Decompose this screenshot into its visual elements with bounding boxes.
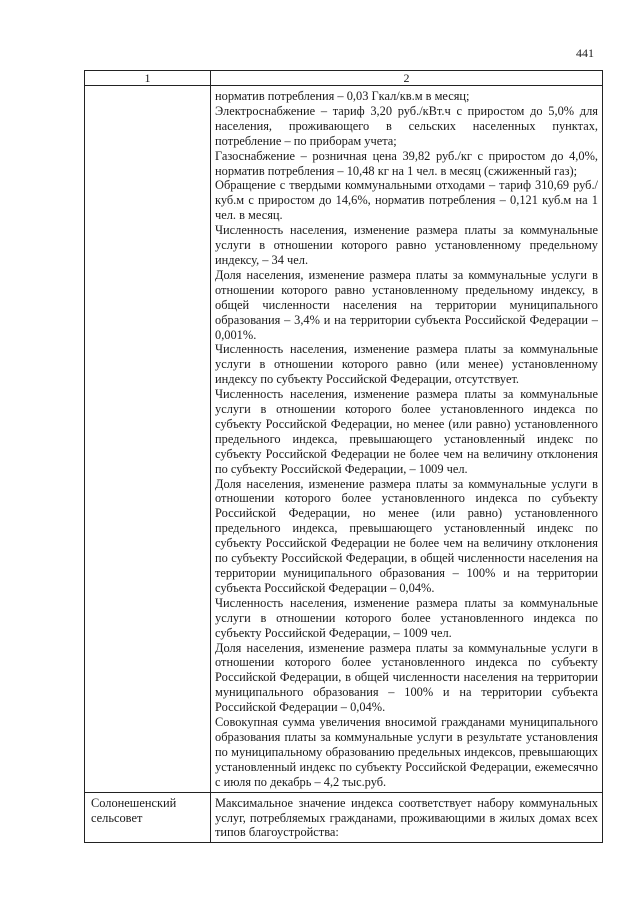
document-table [84, 70, 603, 843]
table-row [85, 86, 603, 793]
row1-left-cell [85, 86, 211, 793]
paragraph: Газоснабжение – розничная цена 39,82 руб./кг с приростом до 4,0%, норматив потребления – 10,48 кг на 1 чел. в месяц (сжиженный газ); [215, 148, 598, 178]
paragraph: Доля населения, изменение размера платы за коммунальные услуги в отношении которого более установленного индекса по субъекту Российской Федерации, но менее (или равно) установленного предельного индекса, превышающего установленный индекс по субъекту Российской Федерации не более чем на величину отклонения по субъекту Российской Федерации, в общей численности населения на территории муниципального образования – 100% и на территории субъекта Российской Федерации – 0,04%. [215, 476, 598, 595]
paragraph: Электроснабжение – тариф 3,20 руб./кВт.ч с приростом до 5,0% для населения, проживающего в сельских населенных пунктах, потребление – по приборам учета; [215, 103, 598, 148]
paragraph: Численность населения, изменение размера платы за коммунальные услуги в отношении которого более установленного индекса по субъекту Российской Федерации, но менее (или равно) установленного предельного индекса, превышающего установленный индекс по субъекту Российской Федерации не более чем на величину отклонения по субъекту Российской Федерации, – 1009 чел. [215, 387, 598, 476]
paragraph: Обращение с твердыми коммунальными отходами – тариф 310,69 руб./куб.м с приростом до 14,6%, норматив потребления – 0,121 куб.м на 1 чел. в месяц. [215, 178, 598, 223]
row2-content-cell [211, 792, 603, 843]
paragraph: Максимальное значение индекса соответствует набору коммунальных услуг, потребляемых гражданами, проживающими в жилых домах всех типов благоустройства: [215, 795, 598, 840]
paragraph: Численность населения, изменение размера платы за коммунальные услуги в отношении которого равно (или менее) установленному индексу по субъекту Российской Федерации, отсутствует. [215, 342, 598, 387]
municipality-name: Солонешенский [91, 795, 177, 810]
paragraph: Численность населения, изменение размера платы за коммунальные услуги в отношении которого равно установленному предельному индексу, – 34 чел. [215, 223, 598, 267]
header-col-2: 2 [211, 71, 603, 86]
header-col-1: 1 [85, 71, 211, 86]
row1-content-cell [211, 86, 603, 793]
paragraph: Численность населения, изменение размера платы за коммунальные услуги в отношении которого более установленного индекса по субъекту Российской Федерации, – 1009 чел. [215, 595, 598, 640]
page-number: 441 [576, 46, 594, 60]
row2-left-cell [85, 792, 211, 843]
paragraph: норматив потребления – 0,03 Гкал/кв.м в месяц; [215, 89, 470, 103]
paragraph: Доля населения, изменение размера платы за коммунальные услуги в отношении которого более установленного индекса по субъекту Российской Федерации, в общей численности населения на территории муниципального образования – 100% и на территории субъекта Российской Федерации – 0,04%. [215, 640, 598, 715]
table-header-row [85, 71, 603, 86]
paragraph: Доля населения, изменение размера платы за коммунальные услуги в отношении которого равно установленному предельному индексу, в общей численности населения на территории муниципального образования – 3,4% и на территории субъекта Российской Федерации – 0,001%. [215, 267, 598, 342]
paragraph: Совокупная сумма увеличения вносимой гражданами муниципального образования платы за коммунальные услуги в результате установления по муниципальному образованию предельных индексов, превышающих установленный индекс по субъекту Российской Федерации, ежемесячно с июля по декабрь – 4,2 тыс.руб. [215, 715, 598, 789]
table-row [85, 792, 603, 843]
municipality-type: сельсовет [91, 810, 143, 825]
